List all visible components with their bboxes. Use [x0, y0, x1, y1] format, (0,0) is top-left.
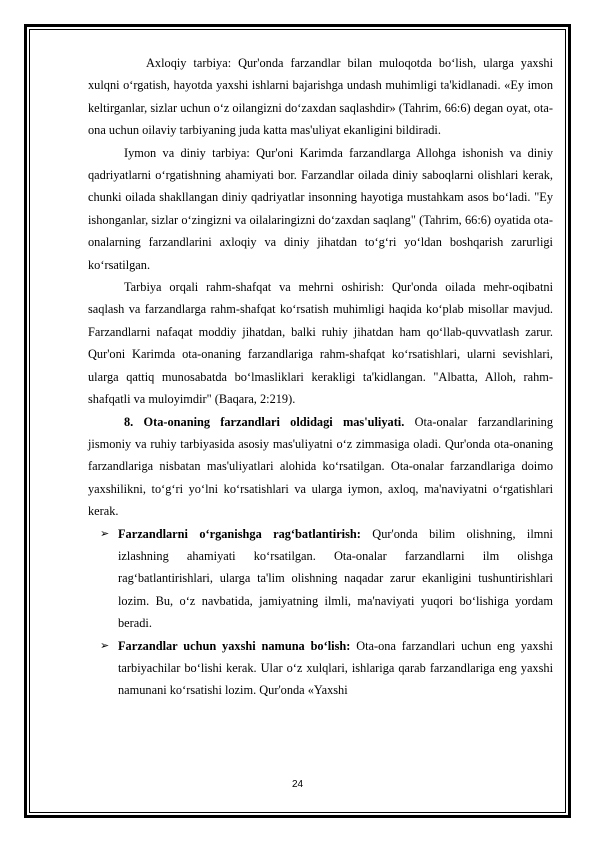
section-body: Ota-onalar farzandlarining jismoniy va ruhiy tarbiyasida asosiy mas'uliyatni o‘z zimmasiga oladi. Qur'onda ota-onaning farzandlariga nisbatan mas'uliyatlari alohida ko‘rsatilgan. Ota-onalar farzandlariga doimo yaxshilikni, to‘g‘ri yo‘lni ko‘rsatishlari va ularga iymon, axloq, ma'naviyatni o‘rgatishlari kerak. — [88, 414, 553, 519]
bullet-title: Farzandlar uchun yaxshi namuna bo‘lish: — [118, 638, 351, 653]
page-number: 24 — [291, 779, 304, 790]
bullet-title: Farzandlarni o‘rganishga rag‘batlantirish: — [118, 526, 361, 541]
bullet-item — [88, 523, 553, 635]
arrowhead-bullet-icon: ➢ — [100, 639, 110, 652]
paragraph-rahm-shafqat: Tarbiya orqali rahm-shafqat va mehrni oshirish: Qur'onda oilada mehr-oqibatni saqlash va farzandlarga rahm-shafqat ko‘rsatish muhimligi haqida ko‘plab misollar mavjud. Farzandlarni nafaqat moddiy jihatdan, balki ruhiy jihatdan ham qo‘llab-quvvatlash zarur. Qur'oni Karimda ota-onaning farzandlariga rahm-shafqat ko‘rsatishlari, ularni sevishlari, ularga qattiq munosabatda bo‘lmasliklari kerakligi ta'kidlangan. "Albatta, Alloh, rahm-shafqatli va muloyimdir" (Baqara, 2:219). — [88, 280, 553, 407]
arrowhead-bullet-icon: ➢ — [100, 527, 110, 540]
section-8 — [88, 411, 553, 523]
bullet-item — [88, 635, 553, 702]
paragraph-axloqiy-tarbiya: Axloqiy tarbiya: Qur'onda farzandlar bilan muloqotda bo‘lish, ularga yaxshi xulqni o‘rgatish, hayotda yaxshi ishlarni bajarishga undash muhimligi ta'kidlanadi. «Ey imon keltirganlar, sizlar uchun o‘z oilangizni do‘zaxdan saqlashdir» (Tahrim, 66:6) degan oyat, ota-ona uchun oilaviy tarbiyaning juda katta mas'uliyat ekanligini bildiradi. — [88, 56, 553, 138]
document-body — [88, 52, 553, 702]
bullet-text: Qur'onda bilim olishning, ilmni izlashning ahamiyati ko‘rsatilgan. Ota-onalar farzandlarni ilm olishga rag‘batlantirishlari, ularga ta'lim olishning naqadar zarur ekanligini tushuntirishlari lozim. Bu, o‘z navbatida, jamiyatning ilmli, ma'naviyati yuqori bo‘lishiga yordam beradi. — [118, 526, 553, 631]
paragraph-iymon-tarbiya: Iymon va diniy tarbiya: Qur'oni Karimda farzandlarga Allohga ishonish va diniy qadriyatlarni o‘rgatishning ahamiyati bor. Farzandlar oilada diniy saboqlarni olishlari kerak, chunki oilada shakllangan diniy qadriyatlar insonning hayotiga mustahkam asos bo‘ladi. "Ey ishonganlar, sizlar o‘zingizni va oilalaringizni do‘zaxdan saqlang" (Tahrim, 66:6) oyatida ota-onalarning farzandlarini axloqiy va diniy jihatdan to‘g‘ri yo‘ldan boshqarish zarurligi ko‘rsatilgan. — [88, 145, 553, 272]
bullet-text: Ota-ona farzandlari uchun eng yaxshi tarbiyachilar bo‘lishi kerak. Ular o‘z xulqlari, ishlariga qarab farzandlariga eng yaxshi namunani ko‘rsatishi lozim. Qur'onda «Yaxshi — [118, 638, 553, 698]
section-heading: 8. Ota-onaning farzandlari oldidagi mas'uliyati. — [124, 414, 405, 429]
